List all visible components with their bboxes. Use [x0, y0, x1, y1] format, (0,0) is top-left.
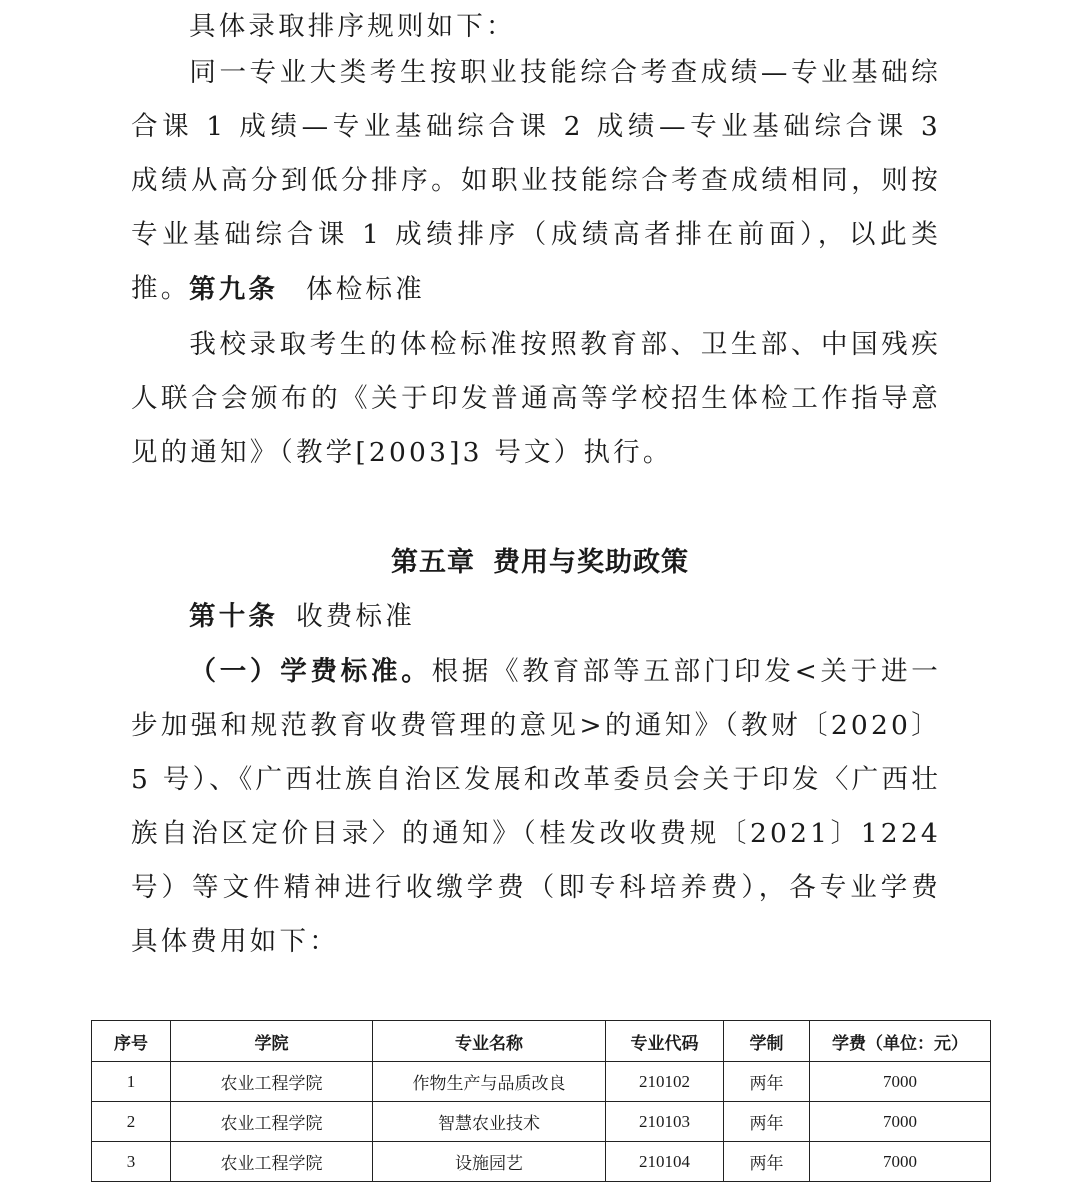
header-major: 专业名称	[373, 1021, 606, 1062]
physical-exam-text: 我校录取考生的体检标准按照教育部、卫生部、中国残疾人联合会颁布的《关于印发普通高等学校招生体检工作指导意见的通知》（教学[2003]3 号文）执行。	[131, 329, 941, 468]
cell-fee: 7000	[810, 1102, 991, 1142]
tuition-table	[91, 1020, 991, 1182]
cell-fee: 7000	[810, 1142, 991, 1182]
cell-college: 农业工程学院	[171, 1142, 373, 1182]
article-9-label: 第九条	[189, 274, 279, 305]
article-10-title: 收费标准	[296, 601, 415, 632]
cell-duration: 两年	[724, 1062, 810, 1102]
article-10-heading	[131, 590, 941, 644]
table-header-row	[92, 1021, 991, 1062]
header-code: 专业代码	[606, 1021, 724, 1062]
article-9-heading	[131, 263, 941, 317]
cell-college: 农业工程学院	[171, 1062, 373, 1102]
article-9-title: 体检标准	[306, 274, 425, 305]
chapter-5-heading	[0, 538, 1080, 588]
header-college: 学院	[171, 1021, 373, 1062]
ranking-rule-text: 同一专业大类考生按职业技能综合考查成绩—专业基础综合课 1 成绩—专业基础综合课 2 成绩—专业基础综合课 3 成绩从高分到低分排序。如职业技能综合考查成绩相同，则按专业基础综合课 1 成绩排序（成绩高者排在前面），以此类推。	[131, 57, 941, 304]
cell-code: 210103	[606, 1102, 724, 1142]
article-10-label: 第十条	[189, 601, 279, 632]
paragraph-physical-exam	[131, 318, 941, 480]
cell-major: 智慧农业技术	[373, 1102, 606, 1142]
tuition-standard-text: 根据《教育部等五部门印发<关于进一步加强和规范教育收费管理的意见>的通知》（教财〔2020〕5 号）、《广西壮族自治区发展和改革委员会关于印发〈广西壮族自治区定价目录〉的通知》（桂发改收费规〔2021〕1224 号）等文件精神进行收缴学费（即专科培养费），各专业学费具体费用如下：	[131, 656, 941, 957]
table-row	[92, 1102, 991, 1142]
tuition-standard-label: （一）学费标准。	[189, 656, 432, 687]
cell-index: 2	[92, 1102, 171, 1142]
cell-code: 210104	[606, 1142, 724, 1182]
chapter-5-label: 第五章	[391, 547, 475, 578]
cell-index: 1	[92, 1062, 171, 1102]
cell-index: 3	[92, 1142, 171, 1182]
header-duration: 学制	[724, 1021, 810, 1062]
cell-major: 设施园艺	[373, 1142, 606, 1182]
ranking-intro-text: 具体录取排序规则如下：	[189, 11, 516, 42]
cell-major: 作物生产与品质改良	[373, 1062, 606, 1102]
table-row	[92, 1142, 991, 1182]
cell-college: 农业工程学院	[171, 1102, 373, 1142]
cell-duration: 两年	[724, 1102, 810, 1142]
cell-fee: 7000	[810, 1062, 991, 1102]
chapter-5-title: 费用与奖助政策	[493, 547, 689, 578]
header-fee: 学费（单位：元）	[810, 1021, 991, 1062]
table-row	[92, 1062, 991, 1102]
paragraph-tuition-standard	[131, 645, 941, 969]
header-index: 序号	[92, 1021, 171, 1062]
cell-duration: 两年	[724, 1142, 810, 1182]
cell-code: 210102	[606, 1062, 724, 1102]
